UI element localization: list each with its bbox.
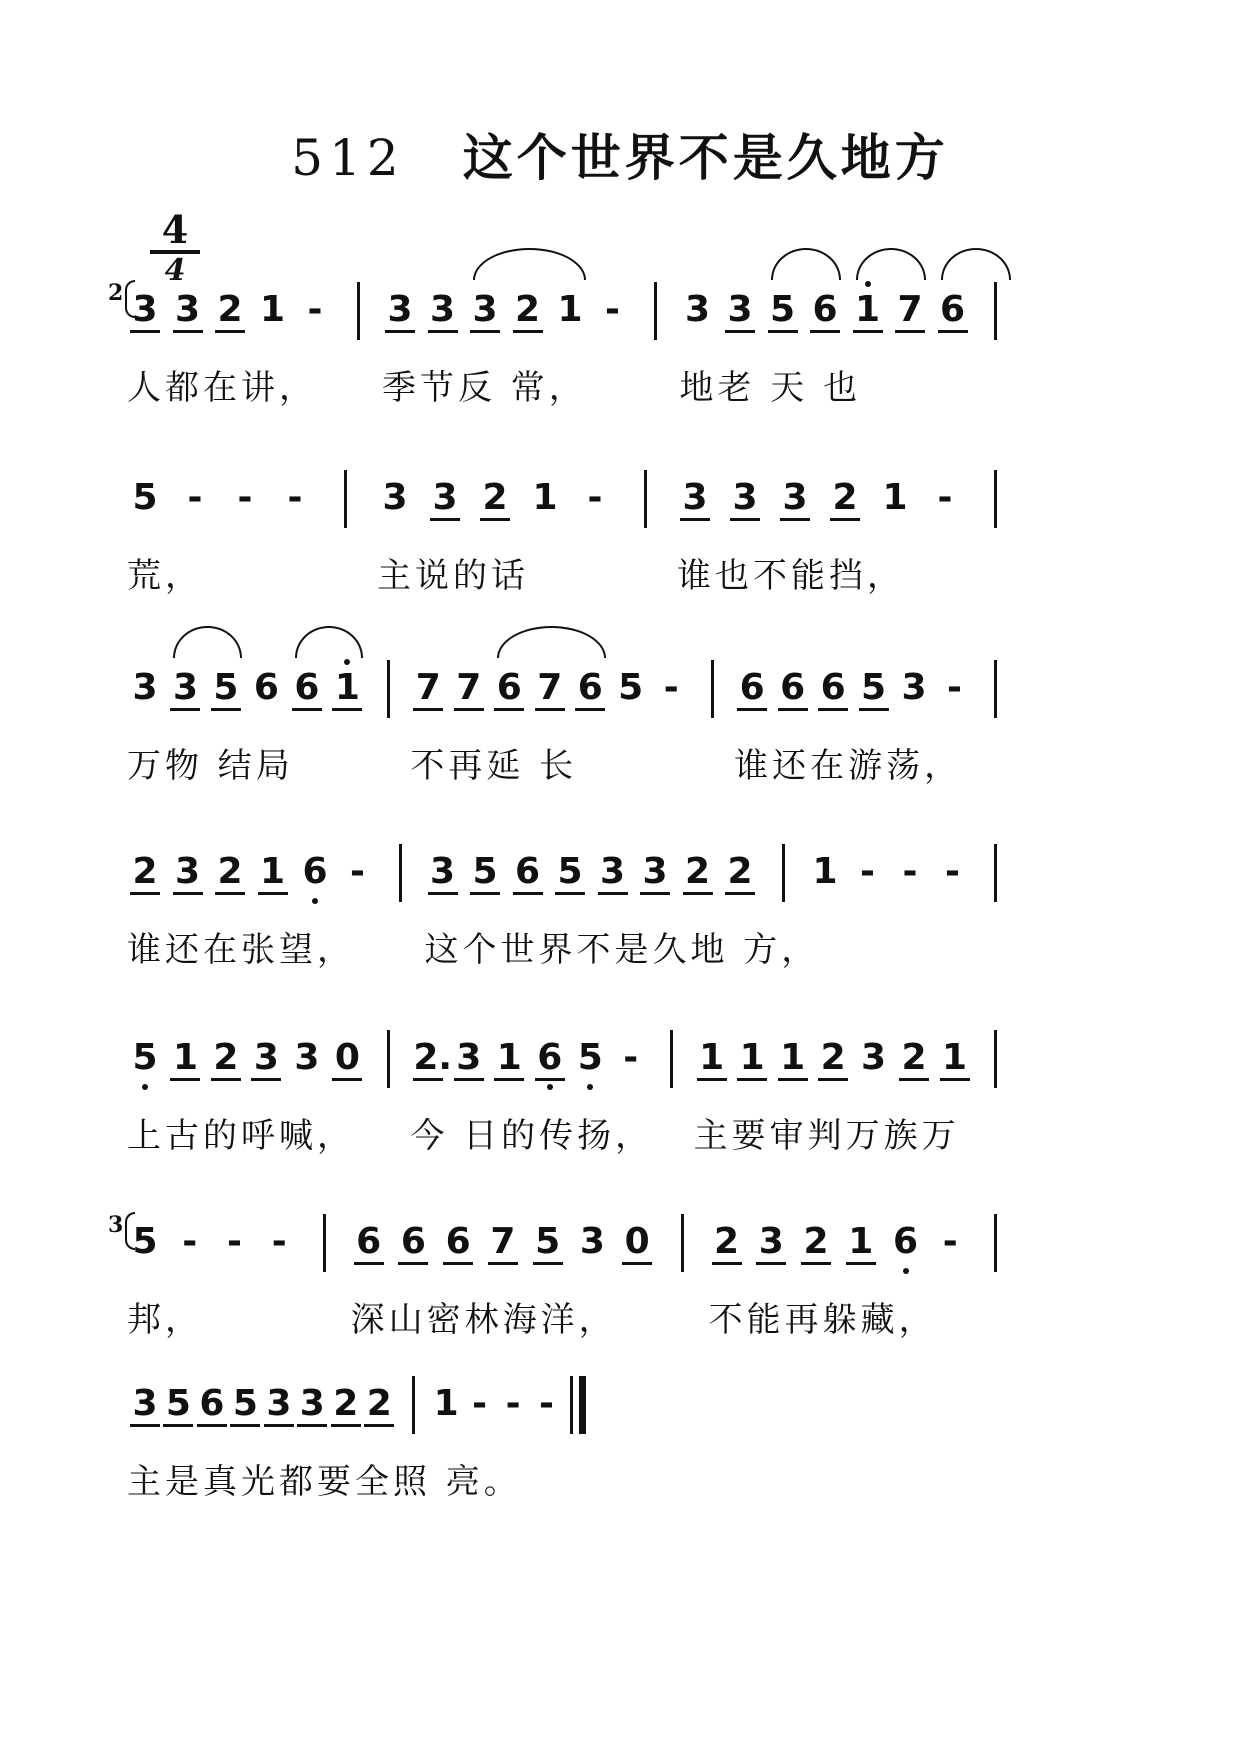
- barline: [711, 660, 714, 718]
- note: 2: [712, 1222, 742, 1265]
- note: 5: [575, 1038, 605, 1078]
- note: 2: [480, 478, 510, 521]
- note: 1: [778, 1038, 808, 1081]
- note: 6: [494, 668, 524, 711]
- note-extension-dash: -: [587, 477, 603, 518]
- note: 1: [433, 1383, 459, 1424]
- note: 1: [532, 477, 558, 518]
- note: 2.: [413, 1038, 443, 1081]
- note: 5: [230, 1384, 260, 1427]
- time-signature-top: 4: [150, 210, 200, 254]
- barline: [412, 1376, 415, 1434]
- note: 1: [812, 851, 838, 892]
- note: 1: [494, 1038, 524, 1081]
- note: 7: [895, 290, 925, 333]
- note: 0: [332, 1038, 362, 1081]
- song-title: [0, 118, 1240, 190]
- barline: [344, 470, 347, 528]
- lyric-text: 这个世界不是久地 方，: [424, 930, 820, 970]
- note: 1: [882, 477, 908, 518]
- note: 1: [737, 1038, 767, 1081]
- score-line: [0, 1038, 1240, 1158]
- note: 3: [901, 667, 927, 708]
- slur-mark: [856, 248, 927, 280]
- note: 3: [428, 852, 458, 895]
- slur-mark: [771, 248, 842, 280]
- note-extension-dash: -: [226, 1221, 242, 1262]
- note: 6: [513, 852, 543, 895]
- score-line: [0, 280, 1240, 410]
- note-extension-dash: -: [942, 1221, 958, 1262]
- note-extension-dash: -: [271, 1221, 287, 1262]
- note: 1: [697, 1038, 727, 1081]
- note: 2: [683, 852, 713, 895]
- note: 3: [130, 1384, 160, 1427]
- lyric-text: 季节反 常，: [382, 368, 587, 408]
- lyric-text: 地老 天 也: [679, 368, 862, 408]
- note-extension-dash: -: [860, 851, 875, 892]
- note: 2: [725, 852, 755, 895]
- note: 6: [778, 668, 808, 711]
- barline: [994, 1030, 997, 1088]
- note: 3: [454, 1038, 484, 1081]
- note: 6: [818, 668, 848, 711]
- note: 1: [940, 1038, 970, 1081]
- lyric-text: 谁也不能挡，: [677, 556, 905, 596]
- barline: [994, 470, 997, 528]
- lyric-text: 主要审判万族万: [693, 1116, 960, 1156]
- note: 1: [332, 668, 362, 711]
- note: 2: [830, 478, 860, 521]
- note-extension-dash: -: [623, 1037, 639, 1078]
- note-extension-dash: -: [307, 289, 323, 330]
- note-extension-dash: -: [605, 289, 620, 330]
- note: 3: [730, 478, 760, 521]
- note: 3: [684, 289, 711, 330]
- lyric-text: 人都在讲，: [127, 368, 317, 408]
- note: 5: [211, 668, 241, 711]
- lyric-text: 不再延 长: [410, 746, 578, 786]
- note: 3: [382, 477, 408, 518]
- time-signature: [150, 207, 200, 288]
- line-marker-number: 2: [108, 280, 124, 306]
- lyric-text: 主是真光都要全照 亮。: [127, 1462, 522, 1502]
- lyric-text: 邦，: [127, 1300, 203, 1340]
- note: 1: [853, 290, 883, 333]
- slur-mark: [941, 248, 1012, 280]
- note: 3: [251, 1038, 281, 1081]
- lyric-text: 不能再躲藏，: [708, 1300, 937, 1340]
- note: 3: [170, 668, 200, 711]
- note: 5: [618, 667, 644, 708]
- note: 2: [364, 1384, 394, 1427]
- note: 7: [413, 668, 443, 711]
- barline: [782, 844, 785, 902]
- final-barline: [579, 1376, 586, 1434]
- note: 1: [846, 1222, 876, 1265]
- lyric-text: 今 日的传扬，: [410, 1116, 654, 1156]
- lyric-text: 深山密林海洋，: [350, 1300, 617, 1340]
- note: 5: [533, 1222, 563, 1265]
- slur-mark: [473, 248, 586, 280]
- barline: [644, 470, 647, 528]
- barline: [994, 660, 997, 718]
- barline: [994, 282, 997, 340]
- note: 3: [130, 290, 160, 333]
- note: 6: [197, 1384, 227, 1427]
- lyric-text: 万物 结局: [127, 746, 294, 786]
- note: 3: [680, 478, 710, 521]
- score-line: [0, 1212, 1240, 1342]
- note-extension-dash: -: [663, 667, 679, 708]
- note: 6: [253, 667, 279, 708]
- note: 3: [579, 1221, 605, 1262]
- note: 6: [810, 290, 840, 333]
- slur-mark: [295, 626, 363, 658]
- note: 3: [297, 1384, 327, 1427]
- note: 3: [428, 290, 458, 333]
- note: 3: [264, 1384, 294, 1427]
- note-extension-dash: -: [945, 851, 960, 892]
- note: 2: [130, 852, 160, 895]
- note: 3: [780, 478, 810, 521]
- note: 5: [555, 852, 585, 895]
- note-extension-dash: -: [947, 667, 962, 708]
- note: 2: [513, 290, 543, 333]
- barline: [387, 1030, 390, 1088]
- note: 6: [443, 1222, 473, 1265]
- note-extension-dash: -: [902, 851, 918, 892]
- slur-mark: [497, 626, 606, 658]
- lyric-text: 上古的呼喊，: [127, 1116, 355, 1156]
- lyric-text: 荒，: [127, 556, 203, 596]
- note-extension-dash: -: [350, 851, 365, 892]
- note: 3: [598, 852, 628, 895]
- note: 3: [294, 1037, 320, 1078]
- note: 3: [173, 290, 203, 333]
- song-number: 512: [291, 129, 405, 187]
- note: 6: [398, 1222, 428, 1265]
- note: 6: [575, 668, 605, 711]
- barline: [387, 660, 390, 718]
- note: 5: [132, 1221, 158, 1262]
- note: 1: [259, 289, 286, 330]
- lyric-text: 主说的话: [377, 556, 529, 596]
- note: 5: [768, 290, 798, 333]
- note: 2: [331, 1384, 361, 1427]
- score-line: [0, 478, 1240, 598]
- score-line: [0, 668, 1240, 788]
- note-extension-dash: -: [937, 477, 953, 518]
- note-extension-dash: -: [187, 477, 203, 518]
- line-marker-number: 3: [108, 1212, 124, 1238]
- note: 3: [132, 667, 158, 708]
- note: 3: [430, 478, 460, 521]
- barline: [670, 1030, 673, 1088]
- note: 6: [891, 1222, 921, 1262]
- note: 3: [470, 290, 500, 333]
- note: 1: [557, 289, 583, 330]
- note: 5: [470, 852, 500, 895]
- note: 3: [640, 852, 670, 895]
- note: 7: [488, 1222, 518, 1265]
- note: 2: [801, 1222, 831, 1265]
- note: 5: [859, 668, 889, 711]
- note-extension-dash: -: [472, 1383, 488, 1424]
- note: 3: [173, 852, 203, 895]
- note: 5: [132, 477, 158, 518]
- final-barline-thin: [570, 1376, 573, 1434]
- note: 3: [861, 1037, 887, 1078]
- note: 7: [535, 668, 565, 711]
- score-line: [0, 852, 1240, 972]
- slur-mark: [173, 626, 241, 658]
- note: 6: [292, 668, 322, 711]
- note-extension-dash: -: [505, 1383, 521, 1424]
- lyric-text: 谁还在张望，: [127, 930, 355, 970]
- note: 0: [622, 1222, 652, 1265]
- barline: [681, 1214, 684, 1272]
- time-signature-bottom: 4: [164, 253, 186, 288]
- note: 1: [258, 852, 288, 895]
- barline: [399, 844, 402, 902]
- note: 6: [938, 290, 968, 333]
- note: 1: [170, 1038, 200, 1081]
- note: 3: [385, 290, 415, 333]
- barline: [994, 1214, 997, 1272]
- lyric-text: 谁还在游荡，: [734, 746, 963, 786]
- barline: [654, 282, 657, 340]
- note-extension-dash: -: [539, 1383, 554, 1424]
- note: 2: [215, 852, 245, 895]
- note: 3: [756, 1222, 786, 1265]
- score-line: [0, 1384, 1240, 1504]
- barline: [323, 1214, 326, 1272]
- note: 6: [354, 1222, 384, 1265]
- barline: [357, 282, 360, 340]
- note: 7: [454, 668, 484, 711]
- note: 2: [899, 1038, 929, 1081]
- barline: [994, 844, 997, 902]
- note: 3: [725, 290, 755, 333]
- note: 6: [300, 852, 330, 892]
- note-extension-dash: -: [287, 477, 303, 518]
- note-extension-dash: -: [182, 1221, 198, 1262]
- note: 6: [535, 1038, 565, 1081]
- note: 5: [163, 1384, 193, 1427]
- note: 5: [130, 1038, 160, 1078]
- note: 2: [215, 290, 245, 333]
- note-extension-dash: -: [237, 477, 253, 518]
- song-name: 这个世界不是久地方: [462, 128, 949, 187]
- note: 2: [818, 1038, 848, 1081]
- note: 6: [737, 668, 767, 711]
- note: 2: [211, 1038, 241, 1081]
